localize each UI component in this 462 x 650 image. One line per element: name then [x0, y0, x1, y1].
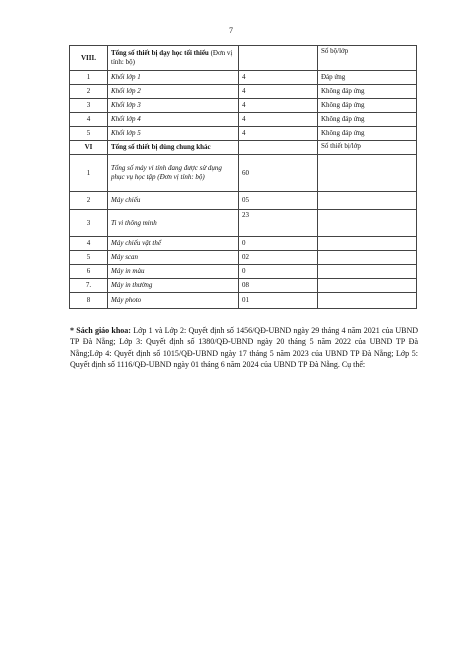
equipment-name-text: Máy chiếu vật thể	[111, 239, 161, 247]
equipment-quantity: 4	[239, 127, 318, 141]
table-row	[70, 210, 417, 237]
equipment-name-text: Ti vi thông minh	[111, 218, 157, 227]
equipment-name-text: Máy scan	[111, 253, 139, 261]
equipment-note: Đáp ứng	[318, 71, 417, 85]
equipment-name	[108, 46, 239, 71]
equipment-quantity: 01	[239, 293, 318, 309]
equipment-name	[108, 265, 239, 279]
equipment-name	[108, 85, 239, 99]
equipment-note: Số bộ/lớp	[318, 46, 417, 71]
equipment-quantity: 4	[239, 85, 318, 99]
equipment-name-text: Khối lớp 4	[111, 115, 141, 123]
equipment-quantity: 02	[239, 251, 318, 265]
equipment-name	[108, 192, 239, 210]
equipment-note: Không đáp ứng	[318, 85, 417, 99]
equipment-note	[318, 279, 417, 293]
equipment-name	[108, 141, 239, 155]
equipment-name	[108, 99, 239, 113]
equipment-note	[318, 210, 417, 237]
row-number: VIII.	[70, 46, 108, 71]
textbook-paragraph	[70, 325, 418, 370]
row-number: 1	[70, 71, 108, 85]
row-number: 4	[70, 113, 108, 127]
equipment-name	[108, 251, 239, 265]
equipment-name	[108, 155, 239, 192]
table-row	[70, 293, 417, 309]
equipment-name-text: Khối lớp 1	[111, 73, 141, 81]
table-row	[70, 71, 417, 85]
table-section-row	[70, 141, 417, 155]
row-number: 3	[70, 210, 108, 237]
row-number: 1	[70, 155, 108, 192]
equipment-note	[318, 155, 417, 192]
row-number: 7.	[70, 279, 108, 293]
equipment-name-text: Khối lớp 5	[111, 129, 141, 137]
equipment-name-text: Máy in thường	[111, 281, 153, 289]
equipment-quantity: 0	[239, 265, 318, 279]
equipment-note: Số thiết bị/lớp	[318, 141, 417, 155]
row-number: VI	[70, 141, 108, 155]
equipment-quantity: 08	[239, 279, 318, 293]
equipment-quantity: 05	[239, 192, 318, 210]
equipment-quantity: 60	[239, 155, 318, 192]
page-number: 7	[229, 26, 233, 35]
row-number: 5	[70, 251, 108, 265]
row-number: 2	[70, 192, 108, 210]
equipment-name	[108, 210, 239, 237]
equipment-name-text: Máy chiếu	[111, 196, 141, 204]
equipment-name	[108, 127, 239, 141]
table-row	[70, 265, 417, 279]
row-number: 5	[70, 127, 108, 141]
table-row	[70, 237, 417, 251]
row-number: 4	[70, 237, 108, 251]
equipment-quantity: 4	[239, 113, 318, 127]
equipment-note	[318, 251, 417, 265]
equipment-name-text: Máy in màu	[111, 267, 145, 275]
equipment-name-text: Khối lớp 2	[111, 87, 141, 95]
equipment-unit: (Đơn vị tính: bộ)	[111, 49, 233, 66]
equipment-note	[318, 265, 417, 279]
table-section-row	[70, 46, 417, 71]
equipment-note: Không đáp ứng	[318, 113, 417, 127]
equipment-quantity: 0	[239, 237, 318, 251]
table-row	[70, 155, 417, 192]
table-row	[70, 279, 417, 293]
table-row	[70, 85, 417, 99]
equipment-quantity: 23	[239, 210, 318, 237]
equipment-note: Không đáp ứng	[318, 99, 417, 113]
equipment-name-text: Khối lớp 3	[111, 101, 141, 109]
row-number: 2	[70, 85, 108, 99]
table-row	[70, 99, 417, 113]
equipment-note: Không đáp ứng	[318, 127, 417, 141]
equipment-note	[318, 237, 417, 251]
table-row	[70, 251, 417, 265]
equipment-name	[108, 113, 239, 127]
table-row	[70, 192, 417, 210]
equipment-note	[318, 192, 417, 210]
table-row	[70, 113, 417, 127]
textbook-text: Lớp 1 và Lớp 2: Quyết định số 1456/QĐ-UBND ngày 29 tháng 4 năm 2021 của UBND TP Đà Nẵng; Lớp 3: Quyết định số 1380/QĐ-UBND ngày 20 tháng 5 năm 2022 của UBND TP Đà Nẵng;Lớp 4: Quyết định số 1015/QĐ-UBND ngày 17 tháng 5 năm 2023 của UBND TP Đà Nẵng; Lớp 5: Quyết định số 1116/QĐ-UBND ngày 01 tháng 6 năm 2024 của UBND TP Đà Nẵng. Cụ thể:	[70, 326, 418, 369]
equipment-name	[108, 237, 239, 251]
row-number: 3	[70, 99, 108, 113]
equipment-note	[318, 293, 417, 309]
equipment-quantity	[239, 46, 318, 71]
equipment-name-text: Tổng số máy vi tính đang được sử dụng phục vụ học tập (Đơn vị tính: bộ)	[111, 164, 222, 181]
equipment-name	[108, 293, 239, 309]
table-row	[70, 127, 417, 141]
row-number: 6	[70, 265, 108, 279]
row-number: 8	[70, 293, 108, 309]
textbook-lead: * Sách giáo khoa:	[70, 326, 131, 335]
equipment-quantity: 4	[239, 99, 318, 113]
equipment-name-text: Tổng số thiết bị dùng chung khác	[111, 143, 211, 151]
equipment-table	[69, 45, 417, 309]
equipment-name-text: Máy photo	[111, 296, 142, 304]
equipment-name	[108, 71, 239, 85]
equipment-name-text: Tổng số thiết bị dạy học tối thiểu	[111, 49, 209, 57]
equipment-quantity	[239, 141, 318, 155]
equipment-name	[108, 279, 239, 293]
equipment-quantity: 4	[239, 71, 318, 85]
